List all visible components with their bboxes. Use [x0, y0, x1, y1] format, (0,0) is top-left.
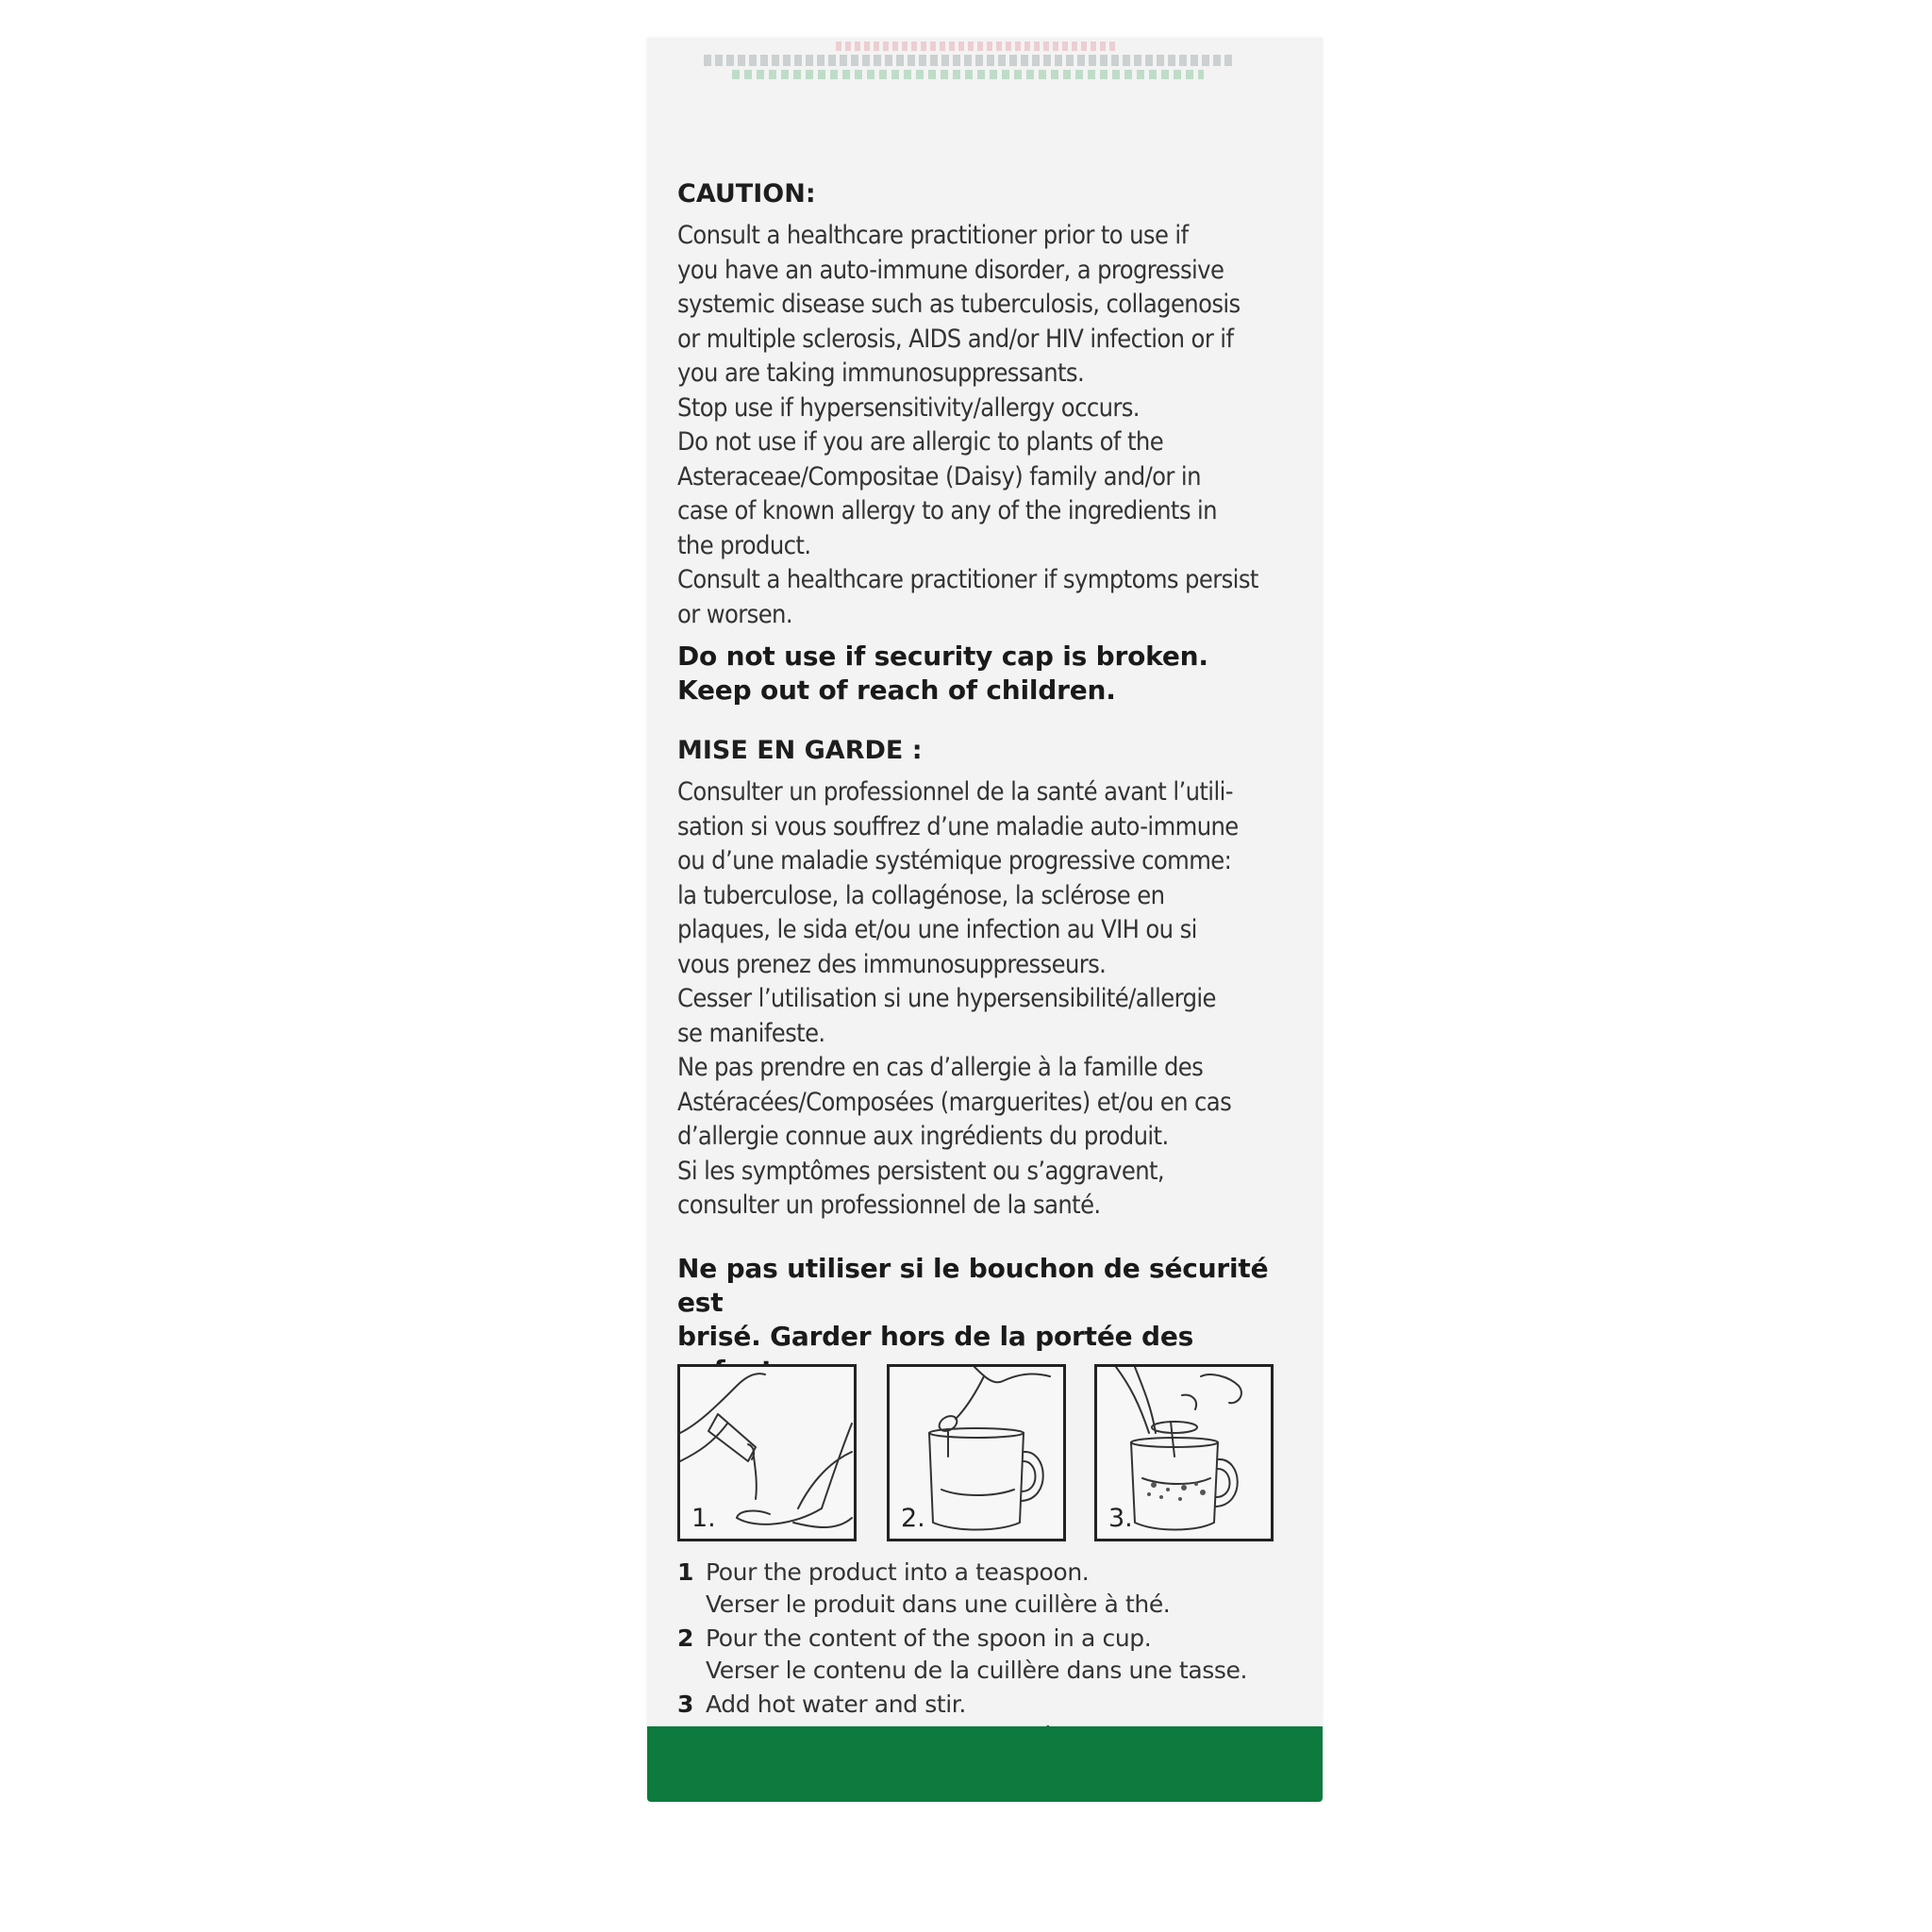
faded-top-print — [647, 38, 1323, 87]
caution-heading: CAUTION: — [677, 179, 816, 208]
instruction-english: Add hot water and stir. — [706, 1690, 966, 1718]
instruction-number: 2 — [677, 1624, 694, 1652]
instruction-english: Pour the content of the spoon in a cup. — [706, 1624, 1152, 1652]
step-3-box — [1094, 1364, 1274, 1541]
instruction-number: 3 — [677, 1690, 694, 1718]
instruction-english: Pour the product into a teaspoon. — [706, 1558, 1090, 1586]
instruction-item — [677, 1557, 1300, 1621]
faded-print-green — [732, 70, 1204, 79]
caution-warning-cap: Do not use if security cap is broken. — [677, 641, 1208, 672]
caution-warning-children: Keep out of reach of children. — [677, 675, 1116, 706]
step-2-label: 2. — [901, 1504, 925, 1533]
usage-instructions — [677, 1557, 1300, 1755]
instruction-french: Verser le produit dans une cuillère à thé. — [706, 1591, 1171, 1618]
mise-en-garde-warning-line2: brisé. Garder hors de la portée des — [677, 1320, 1194, 1352]
step-1-label: 1. — [691, 1504, 716, 1533]
instruction-french: Verser le contenu de la cuillère dans une tasse. — [706, 1657, 1248, 1684]
package-panel — [647, 38, 1323, 1802]
instruction-number: 1 — [677, 1558, 694, 1586]
mise-en-garde-warning-line1: Ne pas utiliser si le bouchon de sécurité est — [677, 1252, 1269, 1318]
step-2-box — [887, 1364, 1066, 1541]
step-3-label: 3. — [1108, 1504, 1133, 1533]
usage-steps-illustrations — [677, 1364, 1300, 1545]
caution-body: Consult a healthcare practitioner prior to use if you have an auto-immune disorder, a progressive systemic disease such as tuberculosis, collagenosis or multiple sclerosis, AIDS and/or HIV infection or if you are taking immunosuppressants. Stop use if hypersensitivity/allergy occurs. Do not use if you are allergic to plants of the Asteraceae/Compositae (Daisy) family and/or in case of known allergy to any of the ingredients in the product. Consult a healthcare practitioner if symptoms persist or worsen. — [677, 221, 1258, 629]
faded-print-pink — [836, 42, 1119, 51]
instruction-item — [677, 1623, 1300, 1687]
brand-green-bar — [647, 1726, 1323, 1802]
mise-en-garde-body: Consulter un professionnel de la santé avant l’utili- sation si vous souffrez d’une maladie auto-immune ou d’une maladie systémique progressive comme: la tuberculose, la collagénose, la sclérose en plaques, le sida et/ou une infection au VIH ou si vous prenez des immunosuppresseurs. Cesser l’utilisation si une hypersensibilité/allergie se manifeste. Ne pas prendre en cas d’allergie à la famille des Astéracées/Composées (marguerites) et/ou en cas d’allergie connue aux ingrédients du produit. Si les symptômes persistent ou s’aggravent, consulter un professionnel de la santé. — [677, 777, 1239, 1220]
faded-print-gray — [704, 55, 1232, 66]
step-1-box — [677, 1364, 857, 1541]
warnings-section — [677, 177, 1309, 1388]
mise-en-garde-heading: MISE EN GARDE : — [677, 736, 923, 765]
